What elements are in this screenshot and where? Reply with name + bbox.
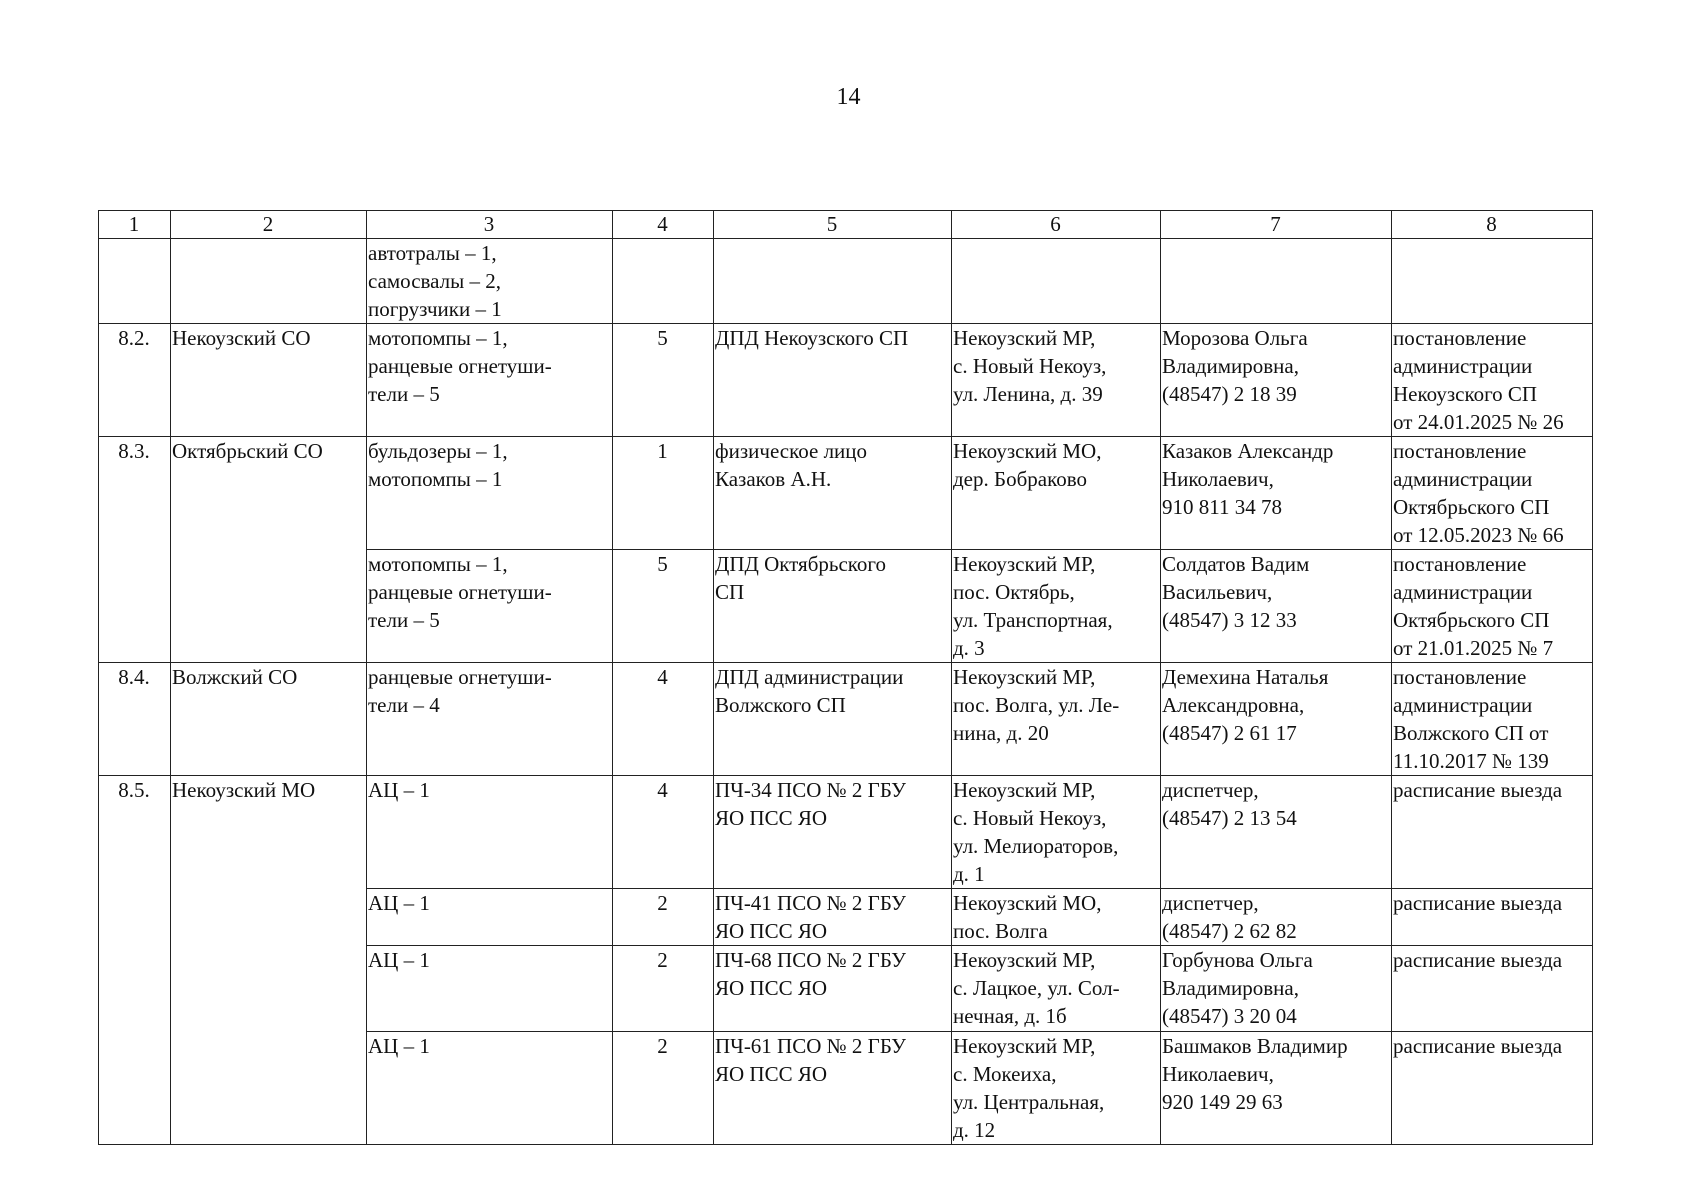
address-line: ул. Центральная, — [953, 1090, 1105, 1114]
equipment-cell — [367, 324, 613, 437]
equipment-line: тели – 4 — [368, 693, 440, 717]
equipment-cell — [367, 946, 613, 1032]
row-number-cell: 8.3. — [99, 437, 171, 663]
unit-cell — [714, 776, 952, 889]
address-line: Некоузский МР, — [953, 778, 1096, 802]
address-line: д. 12 — [953, 1118, 996, 1142]
count-cell: 4 — [613, 776, 714, 889]
contact-line: Морозова Ольга — [1162, 326, 1308, 350]
contact-line: Владимировна, — [1162, 976, 1299, 1000]
district-cell: Некоузский СО — [171, 324, 367, 437]
basis-cell — [1392, 239, 1593, 324]
contact-cell — [1161, 550, 1392, 663]
unit-line: ДПД Октябрьского — [715, 552, 887, 576]
equipment-cell — [367, 550, 613, 663]
address-line: Некоузский МР, — [953, 665, 1096, 689]
district-cell — [171, 239, 367, 324]
unit-line: Волжского СП — [715, 693, 846, 717]
basis-line: администрации — [1393, 580, 1533, 604]
count-cell: 2 — [613, 946, 714, 1032]
address-cell — [952, 663, 1161, 776]
unit-cell — [714, 1032, 952, 1145]
address-line: ул. Транспортная, — [953, 608, 1113, 632]
basis-line: расписание выезда — [1393, 948, 1563, 972]
unit-line: ПЧ-68 ПСО № 2 ГБУ — [715, 948, 907, 972]
basis-cell — [1392, 324, 1593, 437]
contact-cell — [1161, 324, 1392, 437]
basis-cell — [1392, 663, 1593, 776]
equipment-table — [98, 210, 1593, 1145]
basis-cell — [1392, 776, 1593, 889]
contact-line: 920 149 29 63 — [1162, 1090, 1283, 1114]
basis-line: от 21.01.2025 № 7 — [1393, 636, 1554, 660]
contact-line: (48547) 2 13 54 — [1162, 806, 1297, 830]
address-line: ул. Ленина, д. 39 — [953, 382, 1103, 406]
basis-line: администрации — [1393, 354, 1533, 378]
basis-line: администрации — [1393, 467, 1533, 491]
basis-line: постановление — [1393, 665, 1527, 689]
count-cell: 1 — [613, 437, 714, 550]
basis-cell — [1392, 946, 1593, 1032]
address-cell — [952, 776, 1161, 889]
address-line: Некоузский МО, — [953, 891, 1102, 915]
basis-line: расписание выезда — [1393, 891, 1563, 915]
unit-line: ДПД администрации — [715, 665, 904, 689]
count-cell: 2 — [613, 1032, 714, 1145]
contact-line: Горбунова Ольга — [1162, 948, 1313, 972]
basis-cell — [1392, 889, 1593, 946]
address-line: ул. Мелиораторов, — [953, 834, 1119, 858]
equipment-line: ранцевые огнетуши- — [368, 354, 552, 378]
count-cell — [613, 239, 714, 324]
equipment-line: АЦ – 1 — [368, 778, 430, 802]
equipment-cell — [367, 239, 613, 324]
contact-line: Башмаков Владимир — [1162, 1034, 1348, 1058]
unit-line: ДПД Некоузского СП — [715, 326, 909, 350]
unit-line: ПЧ-61 ПСО № 2 ГБУ — [715, 1034, 907, 1058]
header-cell: 7 — [1161, 211, 1392, 239]
table-row — [99, 663, 1593, 776]
unit-cell — [714, 324, 952, 437]
address-line: дер. Бобраково — [953, 467, 1087, 491]
header-cell: 4 — [613, 211, 714, 239]
address-line: Некоузский МР, — [953, 1034, 1096, 1058]
district-cell: Некоузский МО — [171, 776, 367, 1145]
unit-line: ЯО ПСС ЯО — [715, 806, 828, 830]
contact-line: Казаков Александр — [1162, 439, 1334, 463]
address-cell — [952, 239, 1161, 324]
equipment-line: мотопомпы – 1 — [368, 467, 503, 491]
basis-cell — [1392, 1032, 1593, 1145]
unit-line: ЯО ПСС ЯО — [715, 976, 828, 1000]
address-line: Некоузский МО, — [953, 439, 1102, 463]
equipment-line: АЦ – 1 — [368, 948, 430, 972]
count-cell: 2 — [613, 889, 714, 946]
unit-line: ЯО ПСС ЯО — [715, 919, 828, 943]
contact-cell — [1161, 1032, 1392, 1145]
basis-line: от 12.05.2023 № 66 — [1393, 523, 1564, 547]
equipment-cell — [367, 1032, 613, 1145]
page-number: 14 — [836, 84, 861, 110]
district-cell: Октябрьский СО — [171, 437, 367, 663]
contact-line: Владимировна, — [1162, 354, 1299, 378]
address-line: нечная, д. 1б — [953, 1004, 1067, 1028]
contact-line: Солдатов Вадим — [1162, 552, 1310, 576]
contact-line: Николаевич, — [1162, 467, 1274, 491]
basis-line: Октябрьского СП — [1393, 495, 1550, 519]
basis-line: 11.10.2017 № 139 — [1393, 749, 1549, 773]
contact-line: Александровна, — [1162, 693, 1305, 717]
basis-line: Некоузского СП — [1393, 382, 1538, 406]
contact-line: диспетчер, — [1162, 778, 1259, 802]
unit-line: ПЧ-34 ПСО № 2 ГБУ — [715, 778, 907, 802]
address-cell — [952, 550, 1161, 663]
contact-line: (48547) 2 18 39 — [1162, 382, 1297, 406]
header-row — [99, 211, 1593, 239]
header-cell: 3 — [367, 211, 613, 239]
row-number-cell — [99, 239, 171, 324]
unit-line: ПЧ-41 ПСО № 2 ГБУ — [715, 891, 907, 915]
unit-cell — [714, 889, 952, 946]
basis-line: от 24.01.2025 № 26 — [1393, 410, 1564, 434]
count-cell: 5 — [613, 550, 714, 663]
equipment-cell — [367, 437, 613, 550]
header-cell: 5 — [714, 211, 952, 239]
table-row — [99, 437, 1593, 550]
unit-cell — [714, 550, 952, 663]
header-cell: 6 — [952, 211, 1161, 239]
contact-cell — [1161, 239, 1392, 324]
header-cell: 1 — [99, 211, 171, 239]
header-cell: 2 — [171, 211, 367, 239]
contact-cell — [1161, 889, 1392, 946]
row-number-cell: 8.4. — [99, 663, 171, 776]
address-line: д. 1 — [953, 862, 985, 886]
address-line: Некоузский МР, — [953, 326, 1096, 350]
equipment-cell — [367, 776, 613, 889]
basis-line: Октябрьского СП — [1393, 608, 1550, 632]
address-line: с. Мокеиха, — [953, 1062, 1057, 1086]
equipment-cell — [367, 663, 613, 776]
equipment-line: мотопомпы – 1, — [368, 552, 508, 576]
contact-cell — [1161, 776, 1392, 889]
unit-cell — [714, 946, 952, 1032]
row-number-cell: 8.2. — [99, 324, 171, 437]
contact-line: (48547) 2 62 82 — [1162, 919, 1297, 943]
basis-line: администрации — [1393, 693, 1533, 717]
table-row — [99, 776, 1593, 889]
table-row — [99, 324, 1593, 437]
basis-line: постановление — [1393, 326, 1527, 350]
equipment-line: тели – 5 — [368, 382, 440, 406]
basis-line: расписание выезда — [1393, 778, 1563, 802]
unit-line: СП — [715, 580, 745, 604]
address-line: д. 3 — [953, 636, 985, 660]
contact-line: (48547) 3 12 33 — [1162, 608, 1297, 632]
equipment-line: мотопомпы – 1, — [368, 326, 508, 350]
basis-line: расписание выезда — [1393, 1034, 1563, 1058]
header-cell: 8 — [1392, 211, 1593, 239]
contact-cell — [1161, 946, 1392, 1032]
district-cell: Волжский СО — [171, 663, 367, 776]
address-cell — [952, 889, 1161, 946]
contact-line: (48547) 2 61 17 — [1162, 721, 1297, 745]
equipment-line: ранцевые огнетуши- — [368, 580, 552, 604]
address-line: пос. Волга — [953, 919, 1048, 943]
address-line: с. Новый Некоуз, — [953, 354, 1107, 378]
equipment-cell — [367, 889, 613, 946]
basis-cell — [1392, 550, 1593, 663]
address-line: Некоузский МР, — [953, 948, 1096, 972]
unit-cell — [714, 239, 952, 324]
contact-line: 910 811 34 78 — [1162, 495, 1282, 519]
table-row — [99, 239, 1593, 324]
address-cell — [952, 946, 1161, 1032]
unit-line: ЯО ПСС ЯО — [715, 1062, 828, 1086]
address-line: пос. Октябрь, — [953, 580, 1075, 604]
address-line: с. Новый Некоуз, — [953, 806, 1107, 830]
contact-line: диспетчер, — [1162, 891, 1259, 915]
equipment-line: АЦ – 1 — [368, 891, 430, 915]
address-line: пос. Волга, ул. Ле- — [953, 693, 1120, 717]
equipment-line: самосвалы – 2, — [368, 269, 502, 293]
contact-line: Демехина Наталья — [1162, 665, 1329, 689]
address-cell — [952, 1032, 1161, 1145]
contact-line: Николаевич, — [1162, 1062, 1274, 1086]
basis-line: постановление — [1393, 439, 1527, 463]
equipment-line: бульдозеры – 1, — [368, 439, 508, 463]
equipment-line: ранцевые огнетуши- — [368, 665, 552, 689]
count-cell: 4 — [613, 663, 714, 776]
contact-cell — [1161, 663, 1392, 776]
address-line: с. Лацкое, ул. Сол- — [953, 976, 1120, 1000]
address-line: Некоузский МР, — [953, 552, 1096, 576]
address-cell — [952, 324, 1161, 437]
unit-line: физическое лицо — [715, 439, 868, 463]
equipment-line: АЦ – 1 — [368, 1034, 430, 1058]
unit-cell — [714, 437, 952, 550]
count-cell: 5 — [613, 324, 714, 437]
contact-line: Васильевич, — [1162, 580, 1273, 604]
basis-cell — [1392, 437, 1593, 550]
contact-cell — [1161, 437, 1392, 550]
address-cell — [952, 437, 1161, 550]
contact-line: (48547) 3 20 04 — [1162, 1004, 1297, 1028]
row-number-cell: 8.5. — [99, 776, 171, 1145]
basis-line: Волжского СП от — [1393, 721, 1549, 745]
unit-cell — [714, 663, 952, 776]
equipment-line: погрузчики – 1 — [368, 297, 502, 321]
equipment-line: автотралы – 1, — [368, 241, 497, 265]
address-line: нина, д. 20 — [953, 721, 1049, 745]
basis-line: постановление — [1393, 552, 1527, 576]
equipment-line: тели – 5 — [368, 608, 440, 632]
unit-line: Казаков А.Н. — [715, 467, 832, 491]
